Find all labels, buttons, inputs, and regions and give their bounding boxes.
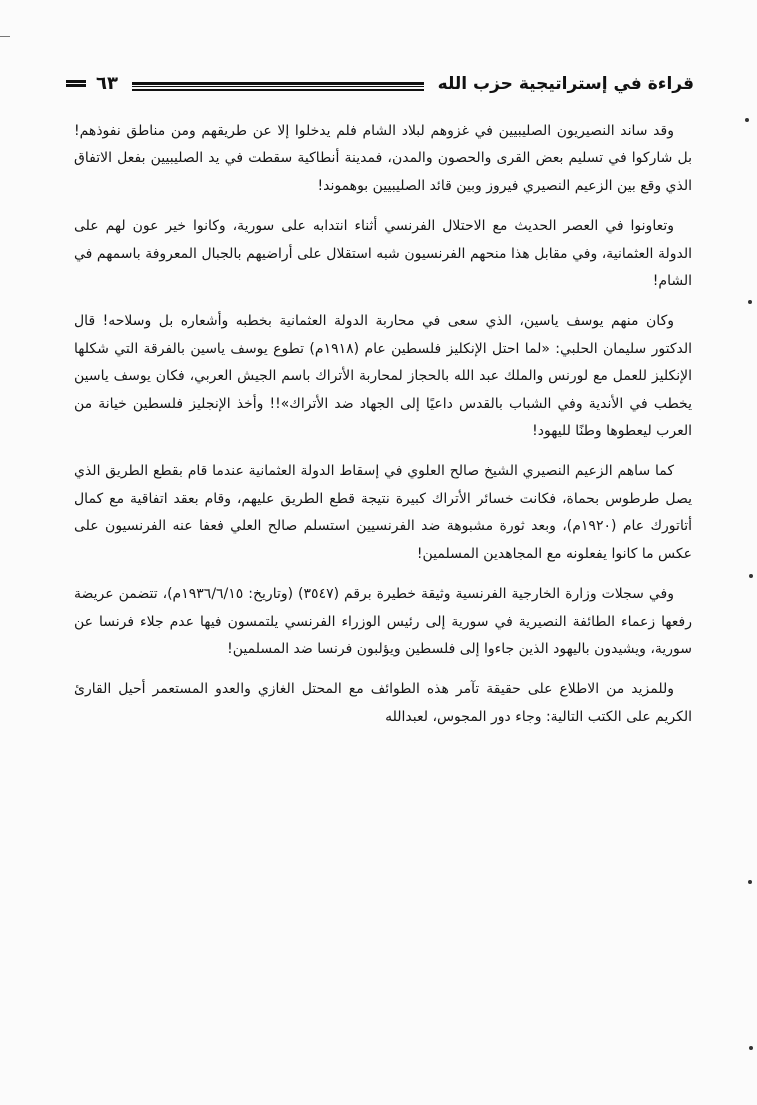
paragraph: وكان منهم يوسف ياسين، الذي سعى في محاربة الدولة العثمانية بخطبه وأشعاره بل وسلاحه! قال الدكتور سليمان الحلبي: «لما احتل الإنكليز فلسطين عام (١٩١٨م) تطوع يوسف ياسين بالفرقة التي شكلها الإنكليز للعمل مع لورنس والملك عبد الله بالحجاز لمحاربة الأتراك باسم الجيش العربي، فكان يوسف ياسين يخطب في الأندية وفي الشباب بالقدس داعيًا إلى الجهاد ضد الأتراك»!! وأخذ الإنجليز فلسطين خيانة من العرب ليعطوها وطنًا لليهود! xyxy=(74,313,692,440)
margin-mark xyxy=(745,118,749,122)
paragraph: وتعاونوا في العصر الحديث مع الاحتلال الفرنسي أثناء انتدابه على سورية، وكانوا خير عون لهم على الدولة العثمانية، وفي مقابل هذا منحهم الفرنسيون شبه استقلال على أراضيهم بالجبال المعروفة باسمهم في الشام! xyxy=(74,218,692,290)
margin-mark xyxy=(749,1046,753,1050)
corner-mark xyxy=(0,36,10,37)
paragraph: وقد ساند النصيريون الصليبيين في غزوهم لبلاد الشام فلم يدخلوا إلا عن طريقهم ومن مناطق نفوذهم! بل شاركوا في تسليم بعض القرى والحصون والمدن، فمدينة أنطاكية سقطت في يد الصليبيين بفعل الاتفاق الذي وقع بين الزعيم النصيري فيروز وبين قائد الصليبيين بوهموند! xyxy=(74,123,692,194)
margin-mark xyxy=(748,880,752,884)
paragraph: وفي سجلات وزارة الخارجية الفرنسية وثيقة خطيرة برقم (٣٥٤٧) (وتاريخ: ١٩٣٦/٦/١٥م)، تتضمن عريضة رفعها زعماء الطائفة النصيرية في سورية إلى رئيس الوزراء الفرنسي يلتمسون فيها عدم جلاء فرنسا عن سورية، ويشيدون باليهود الذين جاءوا إلى فلسطين ويؤلبون فرنسا ضد المسلمين! xyxy=(74,586,692,657)
header-dash xyxy=(66,80,86,87)
paragraph: وللمزيد من الاطلاع على حقيقة تآمر هذه الطوائف مع المحتل الغازي والعدو المستعمر أحيل القارئ الكريم على الكتب التالية: وجاء دور المجوس، لعبدالله xyxy=(74,681,692,725)
margin-mark xyxy=(748,300,752,304)
page-number: ٦٣ xyxy=(96,73,118,94)
body-text xyxy=(74,118,692,744)
running-header xyxy=(66,70,694,106)
paragraph: كما ساهم الزعيم النصيري الشيخ صالح العلوي في إسقاط الدولة العثمانية عندما قام بقطع الطريق الذي يصل طرطوس بحماة، فكانت خسائر الأتراك كبيرة نتيجة قطع الطريق عليهم، وقام بعقد اتفاقية مع كمال أتاتورك عام (١٩٢٠م)، وبعد ثورة مشبوهة ضد الفرنسيين استسلم صالح العلي فعفا عنه الفرنسيون على عكس ما كانوا يفعلونه مع المجاهدين المسلمين! xyxy=(74,463,692,562)
header-rule xyxy=(132,82,424,91)
header-title: قراءة في إستراتيجية حزب الله xyxy=(437,74,694,94)
margin-mark xyxy=(749,574,753,578)
